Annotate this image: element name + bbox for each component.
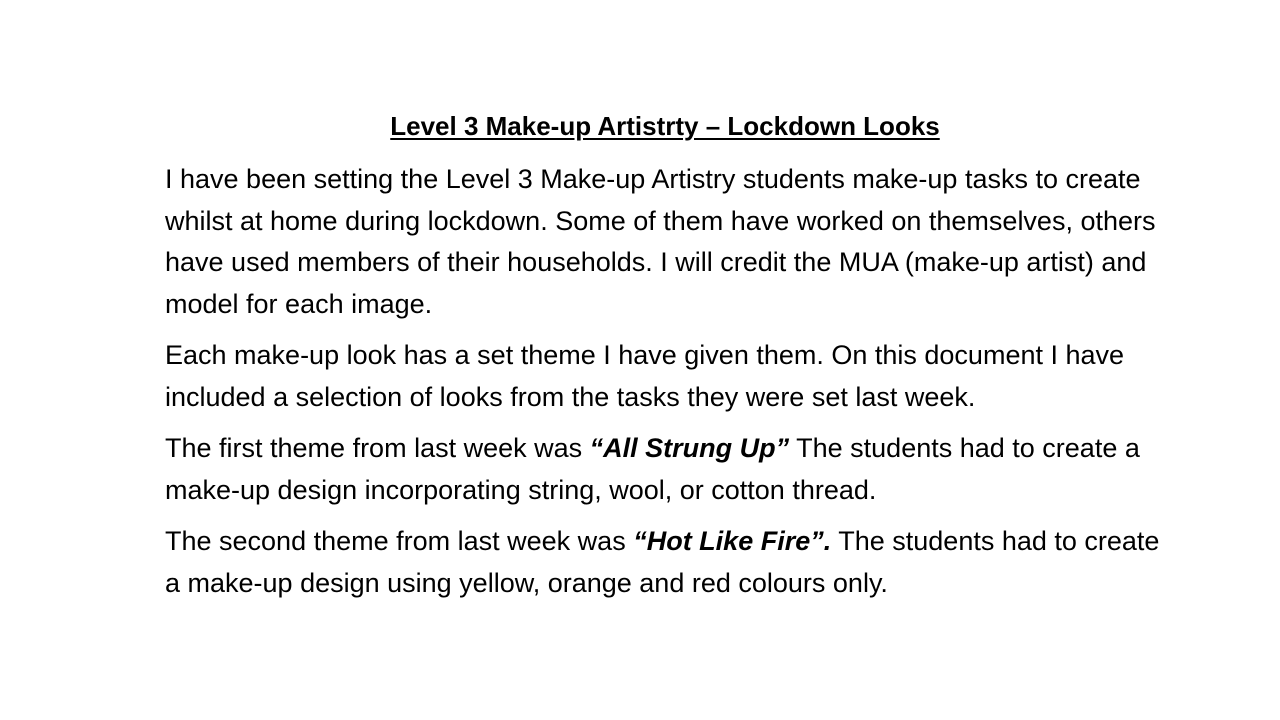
second-theme-paragraph: [165, 521, 1175, 604]
second-theme-lead: The second theme from last week was: [165, 526, 634, 556]
theme-paragraph: Each make-up look has a set theme I have given them. On this document I have included a selection of looks from the tasks they were set last week.: [165, 340, 1125, 412]
first-theme-lead: The first theme from last week was: [165, 433, 590, 463]
second-theme-name: “Hot Like Fire”.: [633, 526, 832, 556]
first-theme-name: “All Strung Up”: [589, 433, 790, 463]
first-theme-description: The students had to create a make-up design incorporating string, wool, or cotton thread.: [165, 433, 1140, 505]
second-theme-description: The students had to create a make-up design using yellow, orange and red colours only.: [165, 526, 1175, 598]
slide-title: Level 3 Make-up Artistrty – Lockdown Looks: [390, 111, 940, 141]
first-theme-paragraph: [165, 428, 1165, 511]
slide-body: [165, 159, 1175, 614]
intro-paragraph: I have been setting the Level 3 Make-up Artistry students make-up tasks to create whilst at home during lockdown. Some of them have worked on themselves, others have used members of their households. I will credit the MUA (make-up artist) and model for each image.: [165, 164, 1156, 319]
